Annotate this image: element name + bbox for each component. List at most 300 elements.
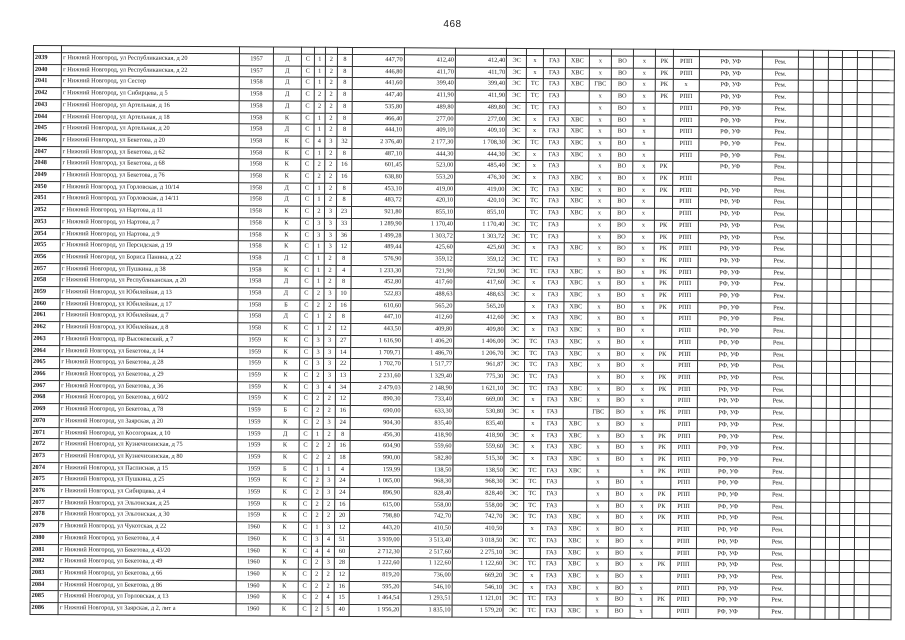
- cell-entrances: 1: [314, 54, 326, 66]
- cell-electricity: ЭС: [504, 535, 524, 547]
- cell-cold-water: ХВС: [564, 325, 588, 337]
- cell-empty: [826, 338, 841, 350]
- cell-year-built: 1959: [238, 393, 272, 405]
- cell-empty: [827, 291, 842, 303]
- cell-empty: [798, 244, 813, 256]
- cell-apartments: 28: [334, 558, 350, 570]
- cell-private-area: 1 303,72: [454, 231, 505, 243]
- cell-repair-type: Рем.: [759, 525, 796, 537]
- cell-apartments: 16: [336, 171, 352, 183]
- cell-empty: [870, 338, 892, 350]
- cell-private-area: 559,60: [453, 441, 504, 453]
- cell-extra: х: [631, 384, 653, 396]
- cell-rpp: РПП: [672, 326, 698, 338]
- cell-extra: х: [631, 372, 653, 384]
- cell-apartments: 36: [336, 230, 352, 242]
- cell-empty: [828, 104, 843, 116]
- cell-year-built: 1959: [238, 335, 272, 347]
- cell-private-area: 411,70: [455, 67, 506, 79]
- cell-empty: [870, 456, 892, 468]
- cell-material: К: [272, 218, 300, 230]
- cell-entrances: 2: [311, 581, 323, 593]
- cell-address: г Нижний Новгород, ул Пушкина, д 38: [60, 263, 238, 276]
- cell-rpp: РПП: [672, 314, 698, 326]
- cell-private-area: 1 121,01: [452, 593, 503, 605]
- cell-heating: ТС: [526, 79, 543, 91]
- cell-cold-water: ХВС: [564, 337, 588, 349]
- cell-empty: [811, 537, 826, 549]
- cell-hot-water: х: [588, 302, 610, 314]
- cell-roof-facade: РФ, УФ: [699, 115, 762, 127]
- cell-gas: ГАЗ: [540, 594, 562, 606]
- cell-hot-water: х: [587, 430, 609, 442]
- cell-hot-water: х: [587, 419, 609, 431]
- cell-heating: х: [524, 524, 541, 536]
- cell-row-number: 2061: [32, 310, 60, 322]
- cell-repair-type: Рем.: [760, 420, 797, 432]
- cell-private-area: 488,63: [454, 289, 505, 301]
- cell-row-number: 2045: [33, 123, 61, 135]
- cell-empty: [813, 209, 828, 221]
- cell-gas: ГАЗ: [542, 301, 564, 313]
- cell-cold-water: [565, 91, 589, 103]
- cell-empty: [825, 502, 840, 514]
- cell-heating: ТС: [523, 606, 540, 618]
- cell-total-area: 595,20: [350, 581, 401, 593]
- cell-roof-facade: РФ, УФ: [698, 244, 761, 256]
- cell-year-built: 1958: [239, 218, 273, 230]
- cell-repair-type: Рем.: [762, 57, 799, 69]
- cell-rk: [655, 127, 673, 139]
- cell-entrances: 1: [314, 78, 326, 90]
- cell-repair-type: Рем.: [761, 209, 798, 221]
- cell-hot-water: х: [588, 267, 610, 279]
- cell-empty: [842, 198, 857, 210]
- cell-hot-water: х: [587, 372, 609, 384]
- cell-extra: х: [632, 220, 654, 232]
- cell-rk: РК: [654, 290, 672, 302]
- cell-type: С: [298, 592, 311, 604]
- cell-year-built: 1958: [239, 89, 273, 101]
- cell-rk: [652, 548, 670, 560]
- cell-rpp: РПП: [673, 127, 699, 139]
- cell-hot-water: х: [586, 547, 608, 559]
- cell-sewer: ВО: [611, 173, 633, 185]
- cell-heating: ТС: [526, 91, 543, 103]
- cell-heating: ТС: [525, 254, 542, 266]
- cell-electricity: ЭС: [505, 406, 525, 418]
- cell-cold-water: ХВС: [562, 547, 586, 559]
- cell-total-area: 604,90: [350, 441, 401, 453]
- cell-floors: 4: [323, 534, 335, 546]
- cell-year-built: 1959: [238, 358, 272, 370]
- cell-empty: [842, 116, 857, 128]
- cell-rpp: РПП: [671, 489, 697, 501]
- cell-row-number: 2041: [33, 76, 61, 88]
- cell-empty: [857, 58, 872, 70]
- cell-heating: ТС: [525, 348, 542, 360]
- cell-rpp: РПП: [671, 396, 697, 408]
- cell-cold-water: ХВС: [563, 442, 587, 454]
- cell-material: К: [271, 347, 299, 359]
- cell-row-number: 2047: [33, 146, 61, 158]
- cell-cold-water: ХВС: [564, 243, 588, 255]
- cell-private-area: 721,90: [454, 266, 505, 278]
- cell-address: г Нижний Новгород, ул Бекетова, д 28: [60, 357, 238, 370]
- cell-empty: [842, 221, 857, 233]
- cell-extra: х: [630, 536, 652, 548]
- cell-electricity: ЭС: [504, 570, 524, 582]
- cell-type: С: [299, 452, 312, 464]
- cell-empty: [842, 163, 857, 175]
- cell-private-area: 418,90: [453, 430, 504, 442]
- cell-floors: 3: [324, 370, 336, 382]
- cell-material: Д: [272, 276, 300, 288]
- cell-total-area: 1 616,90: [351, 335, 402, 347]
- cell-rpp: РПП: [673, 150, 699, 162]
- cell-private-area: 1 406,00: [454, 336, 505, 348]
- cell-empty: [813, 57, 828, 69]
- cell-year-built: 1958: [239, 112, 273, 124]
- cell-sewer: ВО: [611, 161, 633, 173]
- cell-repair-type: Рем.: [759, 548, 796, 560]
- cell-material: К: [271, 475, 299, 487]
- cell-extra: х: [631, 513, 653, 525]
- cell-empty: [842, 256, 857, 268]
- cell-address: г Нижний Новгород, ул Заярская, д 2, лит а: [58, 603, 236, 616]
- cell-electricity: ЭС: [505, 383, 525, 395]
- cell-cold-water: ХВС: [563, 465, 587, 477]
- cell-empty: [869, 514, 891, 526]
- cell-empty: [813, 198, 828, 210]
- cell-rk: [652, 536, 670, 548]
- cell-gas: ГАЗ: [543, 79, 565, 91]
- cell-living-area: 1 329,40: [402, 371, 453, 383]
- cell-empty: [811, 432, 826, 444]
- cell-private-area: 1 579,20: [452, 605, 503, 617]
- cell-heating: х: [525, 278, 542, 290]
- cell-address: г Нижний Новгород, ул Бекетова, д 49: [59, 556, 237, 569]
- cell-rk: РК: [653, 466, 671, 478]
- cell-address: г Нижний Новгород, ул Артельная, д 18: [61, 111, 239, 124]
- cell-gas: ГАЗ: [540, 524, 562, 536]
- cell-rk: [655, 115, 673, 127]
- cell-type: С: [301, 171, 314, 183]
- cell-living-area: 412,40: [404, 55, 455, 67]
- cell-cold-water: ХВС: [565, 56, 589, 68]
- cell-empty: [840, 444, 855, 456]
- cell-apartments: 8: [335, 429, 351, 441]
- cell-cold-water: ХВС: [562, 606, 586, 618]
- cell-rk: РК: [652, 560, 670, 572]
- cell-empty: [870, 327, 892, 339]
- cell-empty: [855, 409, 870, 421]
- cell-material: Д: [273, 54, 301, 66]
- cell-empty: [827, 209, 842, 221]
- cell-empty: [828, 92, 843, 104]
- cell-hot-water: х: [587, 501, 609, 513]
- cell-empty: [854, 572, 869, 584]
- cell-gas: ГАЗ: [542, 348, 564, 360]
- cell-gas: ГАЗ: [541, 489, 563, 501]
- cell-cold-water: [563, 372, 587, 384]
- cell-apartments: 51: [334, 534, 350, 546]
- cell-heating: [524, 547, 541, 559]
- cell-cold-water: ХВС: [564, 278, 588, 290]
- cell-row-number: 2054: [32, 228, 60, 240]
- cell-living-area: 736,00: [401, 570, 452, 582]
- cell-gas: ГАЗ: [541, 512, 563, 524]
- cell-type: С: [298, 557, 311, 569]
- cell-repair-type: Рем.: [761, 279, 798, 291]
- cell-empty: [828, 57, 843, 69]
- cell-address: г Нижний Новгород, ул Артельная, д 20: [61, 123, 239, 136]
- cell-type: С: [299, 475, 312, 487]
- cell-apartments: 16: [336, 300, 352, 312]
- cell-roof-facade: РФ, УФ: [697, 373, 760, 385]
- cell-rpp: РПП: [670, 525, 696, 537]
- cell-empty: [812, 350, 827, 362]
- cell-cold-water: ХВС: [564, 302, 588, 314]
- cell-empty: [840, 514, 855, 526]
- cell-row-number: 2046: [33, 134, 61, 146]
- cell-roof-facade: РФ, УФ: [698, 197, 761, 209]
- cell-living-area: 3 513,40: [401, 535, 452, 547]
- cell-empty: [855, 444, 870, 456]
- cell-rk: РК: [653, 372, 671, 384]
- cell-year-built: 1959: [238, 405, 272, 417]
- cell-address: г Нижний Новгород, ул Чукотская, д 22: [59, 521, 237, 534]
- cell-empty: [796, 560, 811, 572]
- cell-living-area: 1 122,60: [401, 558, 452, 570]
- cell-electricity: ЭС: [506, 219, 526, 231]
- cell-hot-water: х: [589, 173, 611, 185]
- cell-empty: [813, 69, 828, 81]
- cell-empty: [812, 326, 827, 338]
- cell-total-area: 1 956,20: [349, 604, 400, 616]
- cell-living-area: 409,80: [402, 324, 453, 336]
- cell-entrances: 1: [313, 265, 325, 277]
- cell-roof-facade: РФ, УФ: [699, 80, 762, 92]
- cell-empty: [825, 607, 840, 619]
- cell-roof-facade: РФ, УФ: [698, 337, 761, 349]
- cell-material: Д: [273, 66, 301, 78]
- cell-apartments: 18: [335, 452, 351, 464]
- cell-repair-type: Рем.: [759, 502, 796, 514]
- cell-private-area: 1 122,60: [452, 558, 503, 570]
- cell-rpp: [673, 162, 699, 174]
- cell-private-area: 485,40: [455, 160, 506, 172]
- cell-empty: [839, 607, 854, 619]
- cell-empty: [810, 572, 825, 584]
- cell-material: Д: [273, 89, 301, 101]
- cell-year-built: 1957: [240, 54, 274, 66]
- cell-empty: [856, 268, 871, 280]
- cell-extra: х: [632, 243, 654, 255]
- cell-empty: [871, 303, 893, 315]
- cell-repair-type: Рем.: [761, 268, 798, 280]
- cell-total-area: 2 231,60: [351, 370, 402, 382]
- cell-rpp: РПП: [671, 384, 697, 396]
- cell-material: К: [271, 358, 299, 370]
- cell-electricity: ЭС: [506, 114, 526, 126]
- cell-rk: РК: [653, 431, 671, 443]
- cell-cold-water: ХВС: [565, 114, 589, 126]
- cell-hot-water: х: [586, 536, 608, 548]
- cell-empty: [871, 280, 893, 292]
- cell-rpp: РПП: [671, 337, 697, 349]
- cell-row-number: 2085: [30, 591, 58, 603]
- cell-row-number: 2044: [33, 111, 61, 123]
- cell-empty: [813, 92, 828, 104]
- cell-floors: 4: [322, 593, 334, 605]
- cell-empty: [826, 397, 841, 409]
- cell-empty: [871, 221, 893, 233]
- cell-hot-water: х: [588, 360, 610, 372]
- cell-year-built: 1958: [239, 206, 273, 218]
- cell-type: С: [299, 511, 312, 523]
- cell-material: Д: [273, 77, 301, 89]
- cell-gas: ГАЗ: [540, 535, 562, 547]
- cell-year-built: 1958: [238, 276, 272, 288]
- cell-entrances: 2: [312, 405, 324, 417]
- cell-address: г Нижний Новгород, ул Горловская, д 10/14: [61, 181, 239, 194]
- cell-row-number: 2086: [30, 603, 58, 615]
- cell-empty: [811, 467, 826, 479]
- cell-heating: ТС: [523, 594, 540, 606]
- cell-empty: [855, 467, 870, 479]
- cell-rk: РК: [655, 68, 673, 80]
- cell-extra: х: [633, 126, 655, 138]
- cell-empty: [871, 245, 893, 257]
- cell-year-built: 1958: [240, 77, 274, 89]
- cell-year-built: 1959: [237, 463, 271, 475]
- cell-sewer: ВО: [609, 372, 631, 384]
- cell-empty: [869, 502, 891, 514]
- cell-year-built: 1958: [238, 311, 272, 323]
- cell-cold-water: ХВС: [565, 79, 589, 91]
- cell-row-number: 2064: [32, 345, 60, 357]
- cell-roof-facade: РФ, УФ: [697, 408, 760, 420]
- cell-private-area: 2 275,10: [452, 547, 503, 559]
- cell-electricity: ЭС: [506, 137, 526, 149]
- cell-cold-water: [563, 477, 587, 489]
- cell-empty: [812, 291, 827, 303]
- cell-living-area: 418,90: [402, 429, 453, 441]
- cell-row-number: 2060: [32, 298, 60, 310]
- cell-heating: х: [526, 114, 543, 126]
- cell-entrances: 2: [313, 300, 325, 312]
- cell-rk: РК: [655, 91, 673, 103]
- cell-empty: [826, 373, 841, 385]
- cell-year-built: 1958: [239, 171, 273, 183]
- cell-empty: [857, 128, 872, 140]
- cell-sewer: ВО: [608, 536, 630, 548]
- cell-living-area: 417,60: [403, 277, 454, 289]
- cell-floors: 3: [322, 558, 334, 570]
- cell-cold-water: [565, 103, 589, 115]
- cell-sewer: ВО: [610, 360, 632, 372]
- cell-empty: [796, 537, 811, 549]
- cell-total-area: 447,10: [351, 312, 402, 324]
- cell-entrances: 1: [313, 148, 325, 160]
- cell-type: С: [299, 429, 312, 441]
- cell-empty: [826, 490, 841, 502]
- cell-empty: [797, 338, 812, 350]
- cell-roof-facade: РФ, УФ: [698, 314, 761, 326]
- cell-empty: [797, 291, 812, 303]
- cell-total-area: 610,60: [351, 300, 402, 312]
- cell-electricity: ЭС: [505, 395, 525, 407]
- cell-roof-facade: РФ, УФ: [696, 525, 759, 537]
- cell-rk: РК: [655, 80, 673, 92]
- cell-roof-facade: РФ, УФ: [696, 595, 759, 607]
- cell-extra: х: [632, 337, 654, 349]
- cell-heating: ТС: [525, 360, 542, 372]
- cell-rk: [655, 150, 673, 162]
- cell-empty: [871, 233, 893, 245]
- cell-hot-water: х: [589, 185, 611, 197]
- cell-entrances: 1: [313, 253, 325, 265]
- cell-address: г Нижний Новгород, ул Персидская, д 19: [61, 240, 239, 253]
- cell-private-area: 412,60: [454, 313, 505, 325]
- cell-row-number: 2067: [31, 380, 59, 392]
- cell-roof-facade: РФ, УФ: [699, 138, 762, 150]
- cell-private-area: 489,80: [455, 102, 506, 114]
- cell-total-area: 819,20: [350, 569, 401, 581]
- cell-electricity: ЭС: [503, 605, 523, 617]
- cell-hot-water: ГВС: [589, 79, 611, 91]
- cell-sewer: ВО: [610, 302, 632, 314]
- cell-empty: [812, 373, 827, 385]
- cell-extra: х: [632, 255, 654, 267]
- cell-roof-facade: РФ, УФ: [699, 68, 762, 80]
- cell-private-area: 1 170,40: [454, 219, 505, 231]
- cell-empty: [797, 350, 812, 362]
- cell-living-area: 1 486,70: [402, 347, 453, 359]
- cell-entrances: 3: [313, 218, 325, 230]
- cell-gas: ГАЗ: [543, 161, 565, 173]
- cell-type: С: [301, 124, 314, 136]
- cell-rk: РК: [653, 513, 671, 525]
- cell-extra: х: [631, 407, 653, 419]
- cell-private-area: 558,00: [453, 500, 504, 512]
- cell-floors: 3: [324, 347, 336, 359]
- cell-extra: х: [633, 173, 655, 185]
- cell-living-area: 828,40: [401, 488, 452, 500]
- cell-year-built: 1958: [239, 147, 273, 159]
- cell-apartments: 8: [337, 125, 353, 137]
- cell-entrances: 3: [311, 534, 323, 546]
- cell-address: г Нижний Новгород, ул Бекетова, д 76: [61, 170, 239, 183]
- cell-sewer: ВО: [608, 559, 630, 571]
- cell-year-built: 1959: [238, 346, 272, 358]
- cell-rpp: РПП: [672, 279, 698, 291]
- cell-total-area: 690,00: [351, 406, 402, 418]
- cell-private-area: 3 018,50: [452, 535, 503, 547]
- cell-empty: [796, 584, 811, 596]
- cell-empty: [840, 596, 855, 608]
- cell-gas: ГАЗ: [541, 442, 563, 454]
- cell-electricity: ЭС: [505, 371, 525, 383]
- cell-extra: х: [632, 360, 654, 372]
- cell-floors: 2: [325, 125, 337, 137]
- cell-hot-water: х: [589, 161, 611, 173]
- cell-rk: РК: [652, 595, 670, 607]
- cell-private-area: 411,90: [455, 90, 506, 102]
- cell-empty: [857, 139, 872, 151]
- cell-rk: [652, 606, 670, 618]
